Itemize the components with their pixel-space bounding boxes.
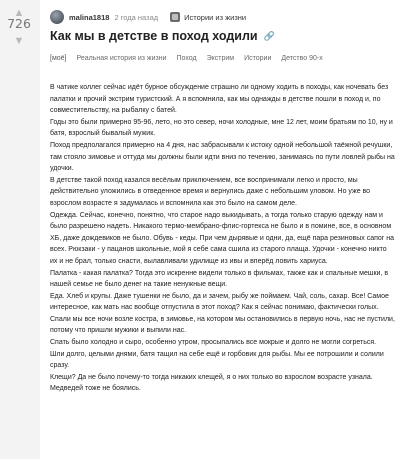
community-icon[interactable] <box>170 12 180 22</box>
chevron-down-icon[interactable]: ▼ <box>13 35 25 47</box>
paragraph: Спали мы все ночи возле костра, в зимовье, на котором мы остановились в первую ночь, нас не пустили, потому что пришли мужики и выпили нас. <box>50 315 395 335</box>
link-icon[interactable]: 🔗 <box>263 30 275 41</box>
author-link[interactable]: malina1818 <box>69 12 110 22</box>
paragraph: Спать было холодно и сыро, особенно утром, просыпались все мокрые и долго не могли согреться. <box>50 339 377 347</box>
paragraph: Поход предполагался примерно на 4 дня, нас забрасывали к истоку одной небольшой таёжной речушки, там стояло зимовье и оттуда мы должны были идти вниз по течению, занимаясь по пути ловлей рыбы на удочки. <box>50 141 395 173</box>
tag-hike[interactable]: Поход <box>176 55 197 62</box>
tag-real-story[interactable]: Реальная история из жизни <box>76 55 167 62</box>
paragraph: Еда. Хлеб и крупы. Даже тушенки не было, да и зачем, рыбу же поймаем. Чай, соль, сахар. Все! Самое интересное, как мать нас вообще отпустила в этот поход? Как я сейчас понимаю, фактически голых. <box>50 292 389 312</box>
tag-list <box>50 55 394 62</box>
community-link[interactable]: Истории из жизни <box>184 12 247 22</box>
paragraph: В чатике коллег сейчас идёт бурное обсуждение страшно ли одному ходить в походы, как ночевать без палатки и прочий экстрим туристский. А я вспомнила, как мы однажды в детстве пошли в поход и, по совместительству, на рыбалку с батей. <box>50 84 389 115</box>
title-row <box>50 29 392 43</box>
tag-childhood-90s[interactable]: Детство 90-х <box>281 55 323 62</box>
post-time: 2 года назад <box>114 12 159 22</box>
avatar[interactable] <box>50 10 64 24</box>
rating-value: 726 <box>7 16 31 31</box>
chevron-up-icon[interactable]: ▲ <box>13 7 25 19</box>
tag-stories[interactable]: Истории <box>244 55 272 62</box>
paragraph: Одежда. Сейчас, конечно, понятно, что старое надо выкидывать, а тогда только старую одежду нам и было разрешено надеть. Никакого термо-мембрано-флис-гортекса не было и в помине, все, в основном ХБ, даже дождевиков не было. Обувь - кеды. При чем дырявые и одни, да, ещё пара резиновых сапог на всех. Рюкзаки - у пацанов школьные, мой я себе сама сшила из старого плаща. Удочки - конечно никто их и не брал, только снасти, вылавливали удилище из ивы и вперёд ловить хариуса. <box>50 211 395 265</box>
paragraph: Годы это были примерно 95-96, лето, но это север, ночи холодные, мне 12 лет, моим братьям по 10, ну и батя, взрослый бывалый мужик. <box>50 118 393 138</box>
post-content <box>50 82 395 395</box>
tag-moe[interactable]: [моё] <box>50 55 67 62</box>
rating-rail <box>0 0 40 459</box>
post-title[interactable]: Как мы в детстве в поход ходили <box>50 29 258 43</box>
tag-extreme[interactable]: Экстрим <box>206 55 235 62</box>
paragraph: Шли долго, целыми днями, батя тащил на себе ещё и горбовик для рыбы. Мы ее потрошили и солили сразу. <box>50 350 384 370</box>
post-header <box>50 8 392 26</box>
paragraph: Медведей тоже не боялись. <box>50 385 141 393</box>
paragraph: В детстве такой поход казался весёлым приключением, все воспринимали легко и просто, мы действительно уложились в отведенное время и вернулись даже с небольшим уловом. Но уже во взрослом возрасте я задумалась и вспомнила как это было на самом деле. <box>50 176 371 207</box>
post-card <box>40 0 400 459</box>
paragraph: Палатка - какая палатка? Тогда это искренне видели только в фильмах, также как и спальные мешки, в нашей семье не было денег на такие ненужные вещи. <box>50 269 389 289</box>
paragraph: Клещи? Да не было почему-то тогда никаких клещей, я о них только во взрослом возрасте узнала. <box>50 373 373 381</box>
